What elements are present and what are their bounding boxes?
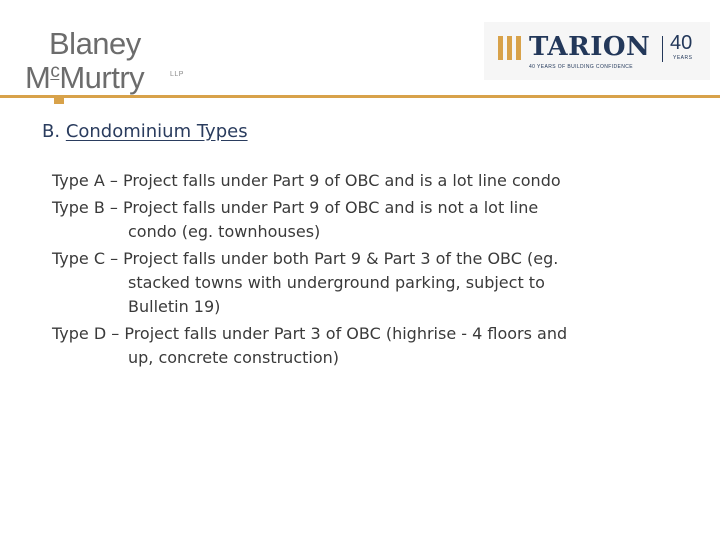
type-item-text: Type C – Project falls under both Part 9 & Part 3 of the OBC (eg. [52, 249, 559, 268]
type-item-continuation: Bulletin 19) [128, 297, 221, 316]
slide-header [0, 0, 720, 98]
type-item-continuation: up, concrete construction) [128, 348, 340, 367]
type-item-text: Type A – Project falls under Part 9 of OBC and is a lot line condo [52, 171, 561, 190]
type-item-continuation: condo (eg. townhouses) [128, 222, 321, 241]
header-divider-notch [54, 98, 64, 104]
section-prefix: B. [42, 121, 61, 142]
logo-small-c: c [50, 61, 60, 82]
tarion-anniversary-number: 40 [670, 32, 693, 54]
type-item-continuation: stacked towns with underground parking, subject to [128, 273, 545, 292]
section-title-text: Condominium Types [65, 121, 248, 142]
tarion-tagline: 40 YEARS OF BUILDING CONFIDENCE [529, 64, 633, 70]
blaney-mcmurtry-logo [25, 26, 195, 95]
logo-line-1: Blaney [49, 26, 141, 61]
type-item [52, 169, 692, 193]
condominium-types-list [52, 169, 692, 373]
section-title [42, 120, 248, 144]
type-item [52, 322, 692, 370]
tarion-divider [662, 36, 663, 62]
logo-line-2 [25, 56, 144, 93]
type-item-text: Type D – Project falls under Part 3 of OBC (highrise - 4 floors and [52, 324, 568, 343]
type-item-text: Type B – Project falls under Part 9 of OBC and is not a lot line [52, 198, 539, 217]
logo-surname: Murtry [59, 60, 145, 95]
logo-initial: M [25, 60, 51, 95]
logo-llp: LLP [170, 71, 184, 78]
tarion-bars-icon [498, 36, 522, 60]
type-item [52, 247, 692, 319]
tarion-wordmark: TARION [529, 32, 651, 62]
tarion-anniversary-caption: YEARS [673, 55, 693, 61]
tarion-logo [484, 22, 710, 80]
header-divider [0, 95, 720, 98]
type-item [52, 196, 692, 244]
